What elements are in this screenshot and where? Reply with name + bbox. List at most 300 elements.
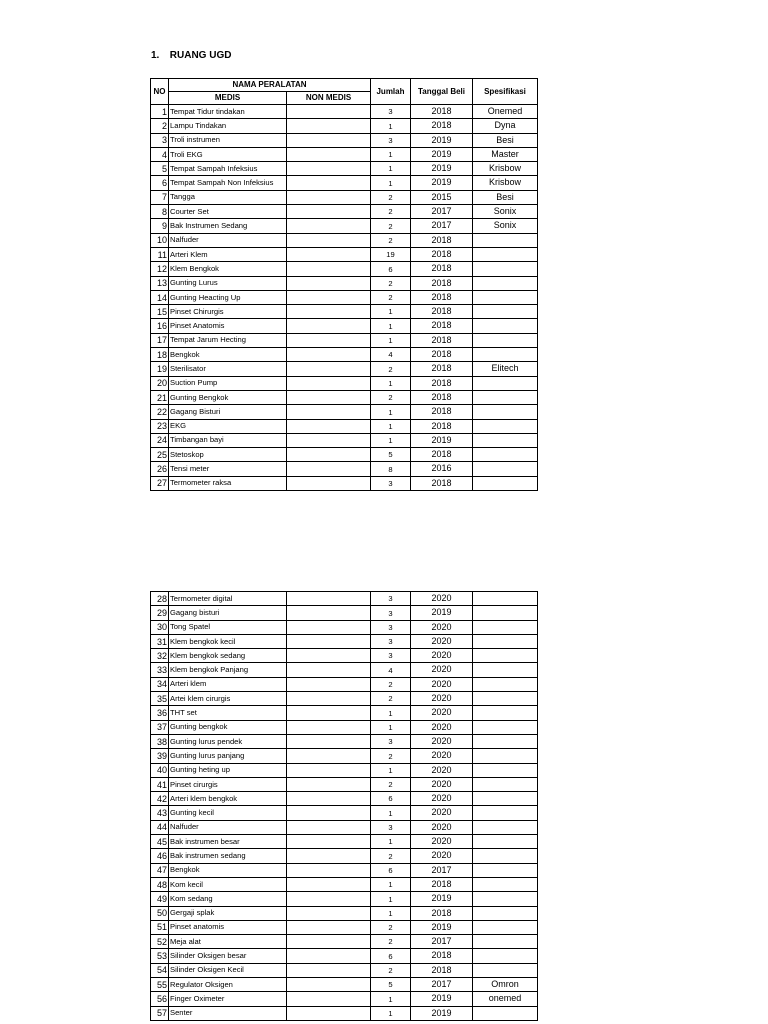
row-number: 29 xyxy=(151,606,169,620)
row-number: 48 xyxy=(151,877,169,891)
non-medis-cell xyxy=(287,906,371,920)
tanggal-beli-cell: 2018 xyxy=(411,405,473,419)
table-row xyxy=(151,706,538,720)
spesifikasi-cell xyxy=(473,592,538,606)
non-medis-cell xyxy=(287,677,371,691)
spesifikasi-cell xyxy=(473,935,538,949)
medis-cell: Stetoskop xyxy=(169,448,287,462)
equipment-table-2 xyxy=(150,591,538,1021)
jumlah-cell: 3 xyxy=(371,476,411,490)
table-row xyxy=(151,476,538,490)
table-row xyxy=(151,190,538,204)
medis-cell: Gunting kecil xyxy=(169,806,287,820)
row-number: 31 xyxy=(151,634,169,648)
medis-cell: Bak instrumen besar xyxy=(169,835,287,849)
spesifikasi-cell: onemed xyxy=(473,992,538,1006)
tanggal-beli-cell: 2019 xyxy=(411,147,473,161)
row-number: 57 xyxy=(151,1006,169,1020)
non-medis-cell xyxy=(287,1006,371,1020)
spesifikasi-cell xyxy=(473,792,538,806)
non-medis-cell xyxy=(287,949,371,963)
medis-cell: Pinset anatomis xyxy=(169,920,287,934)
spesifikasi-cell xyxy=(473,749,538,763)
spesifikasi-cell: Besi xyxy=(473,190,538,204)
tanggal-beli-cell: 2018 xyxy=(411,247,473,261)
tanggal-beli-cell: 2018 xyxy=(411,333,473,347)
spesifikasi-cell xyxy=(473,433,538,447)
jumlah-cell: 6 xyxy=(371,792,411,806)
non-medis-cell xyxy=(287,606,371,620)
table-row xyxy=(151,920,538,934)
medis-cell: Pinset cirurgis xyxy=(169,777,287,791)
medis-cell: Gunting heting up xyxy=(169,763,287,777)
spesifikasi-cell: Elitech xyxy=(473,362,538,376)
non-medis-cell xyxy=(287,147,371,161)
non-medis-cell xyxy=(287,433,371,447)
row-number: 14 xyxy=(151,290,169,304)
medis-cell: Meja alat xyxy=(169,935,287,949)
medis-cell: Tempat Sampah Infeksius xyxy=(169,162,287,176)
table-row xyxy=(151,133,538,147)
medis-cell: Artei klem cirurgis xyxy=(169,692,287,706)
spesifikasi-cell: Sonix xyxy=(473,219,538,233)
spesifikasi-cell xyxy=(473,462,538,476)
jumlah-cell: 3 xyxy=(371,734,411,748)
table-row xyxy=(151,362,538,376)
medis-cell: Tempat Tidur tindakan xyxy=(169,105,287,119)
tanggal-beli-cell: 2018 xyxy=(411,305,473,319)
spesifikasi-cell xyxy=(473,963,538,977)
jumlah-cell: 2 xyxy=(371,920,411,934)
spesifikasi-cell: Krisbow xyxy=(473,162,538,176)
spesifikasi-cell xyxy=(473,763,538,777)
tanggal-beli-cell: 2017 xyxy=(411,219,473,233)
non-medis-cell xyxy=(287,290,371,304)
non-medis-cell xyxy=(287,720,371,734)
jumlah-cell: 1 xyxy=(371,1006,411,1020)
spesifikasi-cell xyxy=(473,620,538,634)
medis-cell: Sterilisator xyxy=(169,362,287,376)
jumlah-cell: 1 xyxy=(371,333,411,347)
header-no: NO xyxy=(151,79,169,105)
table-row xyxy=(151,835,538,849)
spesifikasi-cell xyxy=(473,720,538,734)
non-medis-cell xyxy=(287,820,371,834)
spesifikasi-cell xyxy=(473,806,538,820)
tanggal-beli-cell: 2020 xyxy=(411,835,473,849)
non-medis-cell xyxy=(287,806,371,820)
row-number: 46 xyxy=(151,849,169,863)
tanggal-beli-cell: 2018 xyxy=(411,949,473,963)
tanggal-beli-cell: 2020 xyxy=(411,820,473,834)
row-number: 11 xyxy=(151,247,169,261)
row-number: 45 xyxy=(151,835,169,849)
spesifikasi-cell xyxy=(473,835,538,849)
row-number: 42 xyxy=(151,792,169,806)
row-number: 18 xyxy=(151,348,169,362)
tanggal-beli-cell: 2020 xyxy=(411,806,473,820)
tanggal-beli-cell: 2020 xyxy=(411,677,473,691)
jumlah-cell: 1 xyxy=(371,763,411,777)
jumlah-cell: 2 xyxy=(371,290,411,304)
tanggal-beli-cell: 2018 xyxy=(411,348,473,362)
non-medis-cell xyxy=(287,692,371,706)
non-medis-cell xyxy=(287,763,371,777)
medis-cell: Tempat Jarum Hecting xyxy=(169,333,287,347)
non-medis-cell xyxy=(287,663,371,677)
row-number: 20 xyxy=(151,376,169,390)
spesifikasi-cell xyxy=(473,419,538,433)
spesifikasi-cell: Onemed xyxy=(473,105,538,119)
medis-cell: Courter Set xyxy=(169,205,287,219)
spesifikasi-cell: Besi xyxy=(473,133,538,147)
row-number: 13 xyxy=(151,276,169,290)
tanggal-beli-cell: 2017 xyxy=(411,205,473,219)
section-number: 1. xyxy=(151,50,160,61)
tanggal-beli-cell: 2020 xyxy=(411,720,473,734)
medis-cell: Klem bengkok Panjang xyxy=(169,663,287,677)
header-spesifikasi: Spesifikasi xyxy=(473,79,538,105)
jumlah-cell: 1 xyxy=(371,877,411,891)
medis-cell: Finger Oximeter xyxy=(169,992,287,1006)
jumlah-cell: 3 xyxy=(371,820,411,834)
spesifikasi-cell xyxy=(473,706,538,720)
jumlah-cell: 1 xyxy=(371,720,411,734)
non-medis-cell xyxy=(287,849,371,863)
tanggal-beli-cell: 2020 xyxy=(411,692,473,706)
non-medis-cell xyxy=(287,448,371,462)
spesifikasi-cell: Omron xyxy=(473,978,538,992)
medis-cell: Tangga xyxy=(169,190,287,204)
tanggal-beli-cell: 2018 xyxy=(411,419,473,433)
spesifikasi-cell: Sonix xyxy=(473,205,538,219)
tanggal-beli-cell: 2017 xyxy=(411,935,473,949)
jumlah-cell: 6 xyxy=(371,863,411,877)
header-non-medis: NON MEDIS xyxy=(287,92,371,105)
tanggal-beli-cell: 2020 xyxy=(411,749,473,763)
jumlah-cell: 1 xyxy=(371,176,411,190)
non-medis-cell xyxy=(287,390,371,404)
spesifikasi-cell xyxy=(473,376,538,390)
table-row xyxy=(151,333,538,347)
medis-cell: Gunting Lurus xyxy=(169,276,287,290)
table-row xyxy=(151,634,538,648)
row-number: 3 xyxy=(151,133,169,147)
row-number: 25 xyxy=(151,448,169,462)
non-medis-cell xyxy=(287,276,371,290)
table-row xyxy=(151,319,538,333)
row-number: 9 xyxy=(151,219,169,233)
row-number: 28 xyxy=(151,592,169,606)
medis-cell: Troli instrumen xyxy=(169,133,287,147)
tanggal-beli-cell: 2020 xyxy=(411,763,473,777)
row-number: 40 xyxy=(151,763,169,777)
row-number: 27 xyxy=(151,476,169,490)
spesifikasi-cell: Master xyxy=(473,147,538,161)
medis-cell: Silinder Oksigen Kecil xyxy=(169,963,287,977)
row-number: 21 xyxy=(151,390,169,404)
jumlah-cell: 2 xyxy=(371,233,411,247)
tanggal-beli-cell: 2019 xyxy=(411,892,473,906)
medis-cell: Gunting lurus panjang xyxy=(169,749,287,763)
header-tanggal-beli: Tanggal Beli xyxy=(411,79,473,105)
table-row xyxy=(151,376,538,390)
table-row xyxy=(151,720,538,734)
medis-cell: Bak Instrumen Sedang xyxy=(169,219,287,233)
spesifikasi-cell xyxy=(473,606,538,620)
tanggal-beli-cell: 2017 xyxy=(411,863,473,877)
table-row xyxy=(151,963,538,977)
spesifikasi-cell xyxy=(473,692,538,706)
non-medis-cell xyxy=(287,992,371,1006)
table-row xyxy=(151,176,538,190)
tanggal-beli-cell: 2019 xyxy=(411,162,473,176)
row-number: 7 xyxy=(151,190,169,204)
spesifikasi-cell xyxy=(473,906,538,920)
tanggal-beli-cell: 2020 xyxy=(411,849,473,863)
tanggal-beli-cell: 2018 xyxy=(411,376,473,390)
jumlah-cell: 4 xyxy=(371,348,411,362)
spesifikasi-cell xyxy=(473,290,538,304)
table-row xyxy=(151,677,538,691)
table-row xyxy=(151,433,538,447)
table-row xyxy=(151,906,538,920)
row-number: 32 xyxy=(151,649,169,663)
table-row xyxy=(151,390,538,404)
medis-cell: Klem bengkok kecil xyxy=(169,634,287,648)
tanggal-beli-cell: 2018 xyxy=(411,233,473,247)
medis-cell: Arteri Klem xyxy=(169,247,287,261)
medis-cell: Tempat Sampah Non Infeksius xyxy=(169,176,287,190)
table-row xyxy=(151,649,538,663)
table-row xyxy=(151,734,538,748)
row-number: 6 xyxy=(151,176,169,190)
jumlah-cell: 1 xyxy=(371,162,411,176)
spesifikasi-cell xyxy=(473,849,538,863)
medis-cell: Silinder Oksigen besar xyxy=(169,949,287,963)
medis-cell: Tensi meter xyxy=(169,462,287,476)
tanggal-beli-cell: 2019 xyxy=(411,176,473,190)
jumlah-cell: 5 xyxy=(371,978,411,992)
row-number: 1 xyxy=(151,105,169,119)
spesifikasi-cell xyxy=(473,305,538,319)
spesifikasi-cell xyxy=(473,448,538,462)
non-medis-cell xyxy=(287,935,371,949)
tanggal-beli-cell: 2020 xyxy=(411,706,473,720)
jumlah-cell: 1 xyxy=(371,906,411,920)
spesifikasi-cell xyxy=(473,649,538,663)
table-row xyxy=(151,978,538,992)
non-medis-cell xyxy=(287,462,371,476)
tanggal-beli-cell: 2020 xyxy=(411,634,473,648)
medis-cell: Termometer raksa xyxy=(169,476,287,490)
tanggal-beli-cell: 2019 xyxy=(411,133,473,147)
table-row xyxy=(151,290,538,304)
non-medis-cell xyxy=(287,892,371,906)
jumlah-cell: 3 xyxy=(371,634,411,648)
row-number: 44 xyxy=(151,820,169,834)
tanggal-beli-cell: 2019 xyxy=(411,992,473,1006)
jumlah-cell: 2 xyxy=(371,205,411,219)
jumlah-cell: 3 xyxy=(371,133,411,147)
jumlah-cell: 1 xyxy=(371,992,411,1006)
non-medis-cell xyxy=(287,749,371,763)
equipment-table-1 xyxy=(150,78,538,491)
spesifikasi-cell xyxy=(473,892,538,906)
table-row xyxy=(151,105,538,119)
medis-cell: THT set xyxy=(169,706,287,720)
spesifikasi-cell xyxy=(473,663,538,677)
row-number: 37 xyxy=(151,720,169,734)
row-number: 49 xyxy=(151,892,169,906)
spesifikasi-cell: Dyna xyxy=(473,119,538,133)
spesifikasi-cell xyxy=(473,877,538,891)
tanggal-beli-cell: 2018 xyxy=(411,276,473,290)
table-row xyxy=(151,877,538,891)
row-number: 54 xyxy=(151,963,169,977)
tanggal-beli-cell: 2019 xyxy=(411,920,473,934)
medis-cell: Nalfuder xyxy=(169,820,287,834)
tanggal-beli-cell: 2018 xyxy=(411,963,473,977)
medis-cell: Kom kecil xyxy=(169,877,287,891)
jumlah-cell: 2 xyxy=(371,849,411,863)
jumlah-cell: 2 xyxy=(371,935,411,949)
jumlah-cell: 19 xyxy=(371,247,411,261)
row-number: 39 xyxy=(151,749,169,763)
jumlah-cell: 2 xyxy=(371,777,411,791)
tanggal-beli-cell: 2018 xyxy=(411,119,473,133)
jumlah-cell: 2 xyxy=(371,390,411,404)
table-row xyxy=(151,262,538,276)
row-number: 8 xyxy=(151,205,169,219)
table-row xyxy=(151,606,538,620)
row-number: 19 xyxy=(151,362,169,376)
non-medis-cell xyxy=(287,348,371,362)
table-row xyxy=(151,692,538,706)
non-medis-cell xyxy=(287,233,371,247)
medis-cell: Bengkok xyxy=(169,348,287,362)
non-medis-cell xyxy=(287,978,371,992)
table-row xyxy=(151,763,538,777)
table-1-body xyxy=(151,105,538,491)
row-number: 30 xyxy=(151,620,169,634)
table-row xyxy=(151,620,538,634)
jumlah-cell: 2 xyxy=(371,963,411,977)
non-medis-cell xyxy=(287,963,371,977)
table-row xyxy=(151,276,538,290)
non-medis-cell xyxy=(287,835,371,849)
tanggal-beli-cell: 2020 xyxy=(411,592,473,606)
row-number: 34 xyxy=(151,677,169,691)
non-medis-cell xyxy=(287,319,371,333)
table-row xyxy=(151,663,538,677)
non-medis-cell xyxy=(287,476,371,490)
tanggal-beli-cell: 2018 xyxy=(411,390,473,404)
jumlah-cell: 1 xyxy=(371,835,411,849)
non-medis-cell xyxy=(287,920,371,934)
row-number: 43 xyxy=(151,806,169,820)
row-number: 56 xyxy=(151,992,169,1006)
jumlah-cell: 1 xyxy=(371,147,411,161)
jumlah-cell: 1 xyxy=(371,305,411,319)
spesifikasi-cell xyxy=(473,319,538,333)
row-number: 51 xyxy=(151,920,169,934)
jumlah-cell: 5 xyxy=(371,448,411,462)
medis-cell: Pinset Anatomis xyxy=(169,319,287,333)
row-number: 2 xyxy=(151,119,169,133)
jumlah-cell: 1 xyxy=(371,806,411,820)
jumlah-cell: 1 xyxy=(371,892,411,906)
row-number: 15 xyxy=(151,305,169,319)
spesifikasi-cell xyxy=(473,820,538,834)
jumlah-cell: 2 xyxy=(371,749,411,763)
table-row xyxy=(151,119,538,133)
non-medis-cell xyxy=(287,219,371,233)
tanggal-beli-cell: 2018 xyxy=(411,290,473,304)
jumlah-cell: 3 xyxy=(371,105,411,119)
non-medis-cell xyxy=(287,262,371,276)
row-number: 4 xyxy=(151,147,169,161)
non-medis-cell xyxy=(287,419,371,433)
spesifikasi-cell xyxy=(473,233,538,247)
tanggal-beli-cell: 2018 xyxy=(411,105,473,119)
table-row xyxy=(151,892,538,906)
table-row xyxy=(151,405,538,419)
table-row xyxy=(151,147,538,161)
tanggal-beli-cell: 2020 xyxy=(411,777,473,791)
spesifikasi-cell xyxy=(473,247,538,261)
table-row xyxy=(151,992,538,1006)
tanggal-beli-cell: 2020 xyxy=(411,649,473,663)
medis-cell: Senter xyxy=(169,1006,287,1020)
medis-cell: Gunting Bengkok xyxy=(169,390,287,404)
jumlah-cell: 3 xyxy=(371,592,411,606)
section-title: RUANG UGD xyxy=(169,50,232,61)
medis-cell: Bak instrumen sedang xyxy=(169,849,287,863)
jumlah-cell: 1 xyxy=(371,119,411,133)
medis-cell: EKG xyxy=(169,419,287,433)
medis-cell: Gunting Heacting Up xyxy=(169,290,287,304)
jumlah-cell: 1 xyxy=(371,433,411,447)
medis-cell: Gergaji splak xyxy=(169,906,287,920)
row-number: 38 xyxy=(151,734,169,748)
non-medis-cell xyxy=(287,877,371,891)
row-number: 5 xyxy=(151,162,169,176)
non-medis-cell xyxy=(287,734,371,748)
spesifikasi-cell xyxy=(473,634,538,648)
medis-cell: Arteri klem bengkok xyxy=(169,792,287,806)
spesifikasi-cell xyxy=(473,1006,538,1020)
table-row xyxy=(151,849,538,863)
spesifikasi-cell: Krisbow xyxy=(473,176,538,190)
non-medis-cell xyxy=(287,376,371,390)
row-number: 47 xyxy=(151,863,169,877)
header-jumlah: Jumlah xyxy=(371,79,411,105)
jumlah-cell: 4 xyxy=(371,663,411,677)
table-row xyxy=(151,777,538,791)
medis-cell: Timbangan bayi xyxy=(169,433,287,447)
jumlah-cell: 3 xyxy=(371,620,411,634)
medis-cell: Arteri klem xyxy=(169,677,287,691)
row-number: 53 xyxy=(151,949,169,963)
row-number: 36 xyxy=(151,706,169,720)
section-heading xyxy=(151,50,231,61)
non-medis-cell xyxy=(287,105,371,119)
jumlah-cell: 3 xyxy=(371,649,411,663)
tanggal-beli-cell: 2020 xyxy=(411,792,473,806)
table-row xyxy=(151,1006,538,1020)
spesifikasi-cell xyxy=(473,677,538,691)
